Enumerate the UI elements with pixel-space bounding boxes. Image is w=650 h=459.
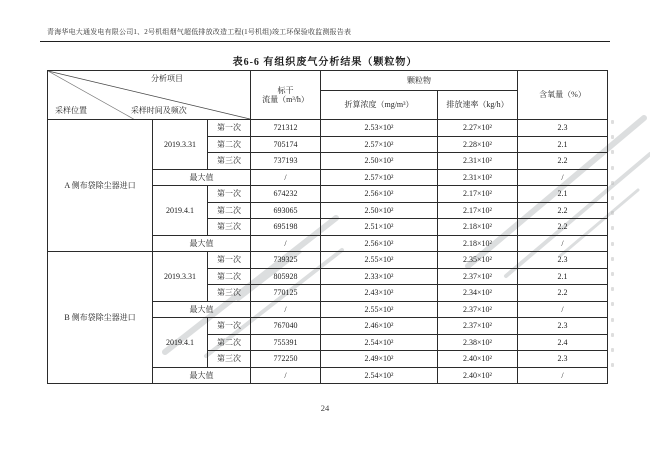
flow-cell: /: [251, 367, 321, 384]
concentration-cell: 2.56×10²: [321, 186, 438, 203]
max-label-cell: 最大值: [153, 169, 251, 186]
header-flow-line2: 流量（m³/h）: [262, 95, 309, 104]
concentration-cell: 2.57×10²: [321, 169, 438, 186]
sequence-cell: 第三次: [208, 219, 251, 236]
page-number: 24: [320, 403, 330, 413]
flow-cell: 805928: [251, 268, 321, 285]
concentration-cell: 2.50×10²: [321, 153, 438, 170]
sequence-cell: 第三次: [208, 153, 251, 170]
flow-cell: 721312: [251, 120, 321, 137]
emission-rate-cell: 2.37×10²: [438, 268, 518, 285]
emission-rate-cell: 2.31×10²: [438, 169, 518, 186]
flow-cell: 693065: [251, 202, 321, 219]
header-analysis-item: 分析项目: [151, 74, 184, 83]
position-cell: A 侧布袋除尘器进口: [48, 120, 153, 252]
concentration-cell: 2.54×10²: [321, 334, 438, 351]
concentration-cell: 2.50×10²: [321, 202, 438, 219]
emission-rate-cell: 2.17×10²: [438, 202, 518, 219]
emission-rate-cell: 2.17×10²: [438, 186, 518, 203]
emission-rate-cell: 2.37×10²: [438, 301, 518, 318]
flow-cell: 767040: [251, 318, 321, 335]
sequence-cell: 第二次: [208, 136, 251, 153]
flow-cell: 674232: [251, 186, 321, 203]
concentration-cell: 2.33×10²: [321, 268, 438, 285]
table-title: 表6-6 有组织废气分析结果（颗粒物）: [232, 57, 418, 68]
max-label-cell: 最大值: [153, 235, 251, 252]
oxygen-cell: 2.2: [518, 219, 608, 236]
sequence-cell: 第一次: [208, 318, 251, 335]
oxygen-cell: 2.1: [518, 186, 608, 203]
max-label-cell: 最大值: [153, 367, 251, 384]
flow-cell: 755391: [251, 334, 321, 351]
header-sampling-position: 采样位置: [55, 105, 87, 115]
emission-rate-cell: 2.37×10²: [438, 318, 518, 335]
concentration-cell: 2.53×10²: [321, 120, 438, 137]
oxygen-cell: /: [518, 367, 608, 384]
flow-cell: /: [251, 235, 321, 252]
emission-rate-cell: 2.18×10²: [438, 235, 518, 252]
date-cell: 2019.4.1: [153, 186, 208, 236]
sequence-cell: 第二次: [208, 268, 251, 285]
oxygen-cell: 2.2: [518, 285, 608, 302]
date-cell: 2019.3.31: [153, 252, 208, 302]
oxygen-cell: /: [518, 301, 608, 318]
flow-cell: 695198: [251, 219, 321, 236]
header-particulate: 颗粒物: [321, 71, 518, 91]
header-emission-rate: 排放速率（kg/h）: [438, 91, 518, 120]
concentration-cell: 2.57×10²: [321, 136, 438, 153]
emission-rate-cell: 2.31×10²: [438, 153, 518, 170]
flow-cell: /: [251, 301, 321, 318]
results-table: [47, 70, 608, 384]
concentration-cell: 2.46×10²: [321, 318, 438, 335]
oxygen-cell: 2.3: [518, 351, 608, 368]
oxygen-cell: 2.4: [518, 334, 608, 351]
emission-rate-cell: 2.35×10²: [438, 252, 518, 269]
oxygen-cell: 2.2: [518, 153, 608, 170]
emission-rate-cell: 2.34×10²: [438, 285, 518, 302]
header-rule: [40, 41, 610, 42]
date-cell: 2019.4.1: [153, 318, 208, 368]
concentration-cell: 2.54×10²: [321, 367, 438, 384]
table-row: [48, 252, 608, 269]
emission-rate-cell: 2.18×10²: [438, 219, 518, 236]
sequence-cell: 第二次: [208, 334, 251, 351]
concentration-cell: 2.55×10²: [321, 252, 438, 269]
sequence-cell: 第三次: [208, 351, 251, 368]
flow-cell: 770125: [251, 285, 321, 302]
sequence-cell: 第一次: [208, 120, 251, 137]
sequence-cell: 第一次: [208, 186, 251, 203]
header-oxygen: 含氧量（%）: [518, 71, 608, 120]
date-cell: 2019.3.31: [153, 120, 208, 170]
table-row: [48, 120, 608, 137]
diagonal-header-cell: [48, 71, 251, 120]
flow-cell: /: [251, 169, 321, 186]
max-label-cell: 最大值: [153, 301, 251, 318]
oxygen-cell: 2.3: [518, 252, 608, 269]
sequence-cell: 第三次: [208, 285, 251, 302]
concentration-cell: 2.56×10²: [321, 235, 438, 252]
oxygen-cell: /: [518, 235, 608, 252]
concentration-cell: 2.55×10²: [321, 301, 438, 318]
oxygen-cell: 2.1: [518, 136, 608, 153]
table-body: [48, 120, 608, 384]
emission-rate-cell: 2.27×10²: [438, 120, 518, 137]
header-standard-flow: [251, 71, 321, 120]
oxygen-cell: 2.2: [518, 202, 608, 219]
oxygen-cell: /: [518, 169, 608, 186]
emission-rate-cell: 2.28×10²: [438, 136, 518, 153]
oxygen-cell: 2.1: [518, 268, 608, 285]
emission-rate-cell: 2.40×10²: [438, 367, 518, 384]
header-sampling-time: 采样时间及频次: [130, 105, 187, 115]
flow-cell: 737193: [251, 153, 321, 170]
doc-header-text: 青海华电大通发电有限公司1、2号机组烟气超低排放改造工程(1号机组)竣工环保验收监测报告表: [47, 28, 352, 36]
flow-cell: 739325: [251, 252, 321, 269]
flow-cell: 705174: [251, 136, 321, 153]
emission-rate-cell: 2.40×10²: [438, 351, 518, 368]
sequence-cell: 第一次: [208, 252, 251, 269]
oxygen-cell: 2.3: [518, 120, 608, 137]
flow-cell: 772250: [251, 351, 321, 368]
emission-rate-cell: 2.38×10²: [438, 334, 518, 351]
position-cell: B 侧布袋除尘器进口: [48, 252, 153, 384]
oxygen-cell: 2.3: [518, 318, 608, 335]
header-flow-line1: 标干: [277, 85, 294, 95]
header-concentration: 折算浓度（mg/m³）: [321, 91, 438, 120]
concentration-cell: 2.49×10²: [321, 351, 438, 368]
concentration-cell: 2.51×10²: [321, 219, 438, 236]
concentration-cell: 2.43×10²: [321, 285, 438, 302]
sequence-cell: 第二次: [208, 202, 251, 219]
